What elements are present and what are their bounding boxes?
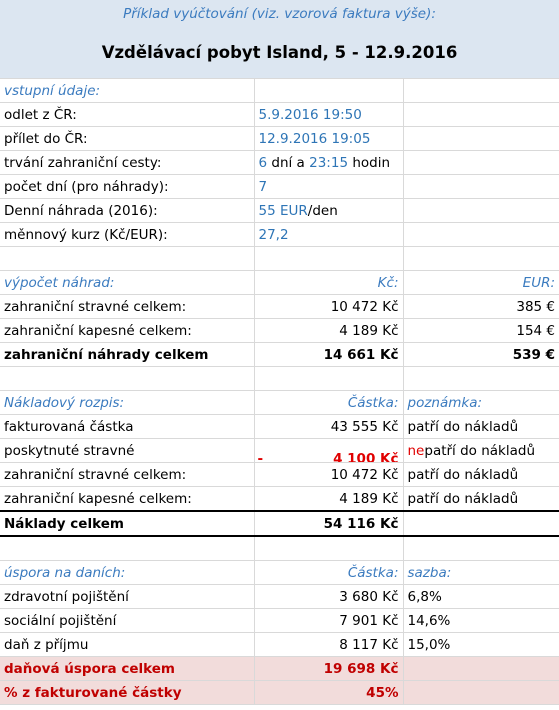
cell[interactable] — [403, 223, 559, 247]
table-row — [0, 319, 559, 343]
cell[interactable] — [403, 511, 559, 536]
row-label[interactable]: měnnový kurz (Kč/EUR): — [0, 223, 254, 247]
row-label[interactable]: zahraniční kapesné celkem: — [0, 319, 254, 343]
row-label[interactable]: zdravotní pojištění — [0, 585, 254, 609]
savings-row — [0, 657, 559, 681]
amount-value[interactable]: 43 555 Kč — [254, 415, 403, 439]
percent-value[interactable]: 45% — [254, 681, 403, 705]
amount-column-header: Částka: — [254, 391, 403, 415]
table-row — [0, 175, 559, 199]
row-label[interactable]: Denní náhrada (2016): — [0, 199, 254, 223]
row-value[interactable]: 5.9.2016 19:50 — [254, 103, 403, 127]
row-label[interactable]: poskytnuté stravné — [0, 439, 254, 463]
tax-amount-column-header: Částka: — [254, 561, 403, 585]
cell[interactable] — [0, 247, 254, 271]
table-row — [0, 415, 559, 439]
cell[interactable] — [0, 367, 254, 391]
table-row — [0, 609, 559, 633]
amount-value[interactable] — [254, 439, 403, 463]
note-value[interactable] — [403, 439, 559, 463]
row-label[interactable]: přílet do ČR: — [0, 127, 254, 151]
cell[interactable] — [403, 247, 559, 271]
page-title: Vzdělávací pobyt Island, 5 - 12.9.2016 — [0, 27, 559, 79]
note-column-header: poznámka: — [403, 391, 559, 415]
eur-value[interactable]: 539 € — [403, 343, 559, 367]
savings-amount[interactable]: 19 698 Kč — [254, 657, 403, 681]
costs-section-label: Nákladový rozpis: — [0, 391, 254, 415]
amount-value[interactable]: 4 189 Kč — [254, 487, 403, 512]
percent-label[interactable]: % z fakturované částky — [0, 681, 254, 705]
row-label[interactable]: trvání zahraniční cesty: — [0, 151, 254, 175]
table-row — [0, 223, 559, 247]
days-value: 6 — [258, 154, 268, 171]
deducted-amount: 4 100 Kč — [333, 450, 399, 463]
cell[interactable] — [254, 247, 403, 271]
amount-value[interactable]: 8 117 Kč — [254, 633, 403, 657]
table-row — [0, 633, 559, 657]
row-label[interactable]: fakturovaná částka — [0, 415, 254, 439]
row-label[interactable]: sociální pojištění — [0, 609, 254, 633]
total-row — [0, 511, 559, 536]
row-label[interactable]: zahraniční náhrady celkem — [0, 343, 254, 367]
czk-value[interactable]: 10 472 Kč — [254, 295, 403, 319]
table-row — [0, 151, 559, 175]
table-row — [0, 295, 559, 319]
daily-rate-unit: /den — [307, 202, 338, 219]
savings-label[interactable]: daňová úspora celkem — [0, 657, 254, 681]
table-row — [0, 487, 559, 512]
cell[interactable] — [403, 127, 559, 151]
table-row — [0, 127, 559, 151]
amount-value[interactable]: 10 472 Kč — [254, 463, 403, 487]
cell[interactable] — [403, 175, 559, 199]
rate-value[interactable]: 14,6% — [403, 609, 559, 633]
row-value[interactable]: 27,2 — [254, 223, 403, 247]
eur-value[interactable]: 385 € — [403, 295, 559, 319]
percent-row — [0, 681, 559, 705]
tax-section-label: úspora na daních: — [0, 561, 254, 585]
row-value[interactable]: 12.9.2016 19:05 — [254, 127, 403, 151]
czk-column-header: Kč: — [254, 271, 403, 295]
table-row — [0, 103, 559, 127]
amount-value[interactable]: 3 680 Kč — [254, 585, 403, 609]
amount-value[interactable]: 7 901 Kč — [254, 609, 403, 633]
cell[interactable] — [403, 681, 559, 705]
row-label[interactable]: daň z příjmu — [0, 633, 254, 657]
rate-value[interactable]: 6,8% — [403, 585, 559, 609]
czk-value[interactable]: 14 661 Kč — [254, 343, 403, 367]
allowances-section-label: výpočet náhrad: — [0, 271, 254, 295]
row-label[interactable]: odlet z ČR: — [0, 103, 254, 127]
cell[interactable] — [403, 199, 559, 223]
cell[interactable] — [0, 536, 254, 561]
minus-sign: - — [257, 450, 264, 463]
row-label[interactable]: zahraniční stravné celkem: — [0, 295, 254, 319]
note-value[interactable]: patří do nákladů — [403, 415, 559, 439]
table-row — [0, 585, 559, 609]
total-label[interactable]: Náklady celkem — [0, 511, 254, 536]
inputs-section-label: vstupní údaje: — [0, 79, 254, 103]
cell[interactable] — [403, 657, 559, 681]
cell[interactable] — [403, 79, 559, 103]
row-label[interactable]: počet dní (pro náhrady): — [0, 175, 254, 199]
cell[interactable] — [254, 536, 403, 561]
table-row — [0, 343, 559, 367]
row-value[interactable] — [254, 199, 403, 223]
eur-column-header: EUR: — [403, 271, 559, 295]
czk-value[interactable]: 4 189 Kč — [254, 319, 403, 343]
cell[interactable] — [403, 536, 559, 561]
note-value[interactable]: patří do nákladů — [403, 487, 559, 512]
table-row — [0, 463, 559, 487]
header-note: Příklad vyúčtování (viz. vzorová faktura výše): — [0, 0, 559, 27]
eur-value[interactable]: 154 € — [403, 319, 559, 343]
row-value[interactable]: 7 — [254, 175, 403, 199]
cell[interactable] — [403, 151, 559, 175]
days-unit: dní a — [267, 154, 310, 171]
note-negation: ne — [407, 442, 425, 459]
hours-value: 23:15 — [309, 154, 349, 171]
hours-unit: hodin — [348, 154, 391, 171]
row-label[interactable]: zahraniční kapesné celkem: — [0, 487, 254, 512]
cell[interactable] — [254, 367, 403, 391]
table-row — [0, 199, 559, 223]
daily-rate-value: 55 EUR — [258, 202, 308, 219]
cell[interactable] — [254, 79, 403, 103]
row-label[interactable]: zahraniční stravné celkem: — [0, 463, 254, 487]
total-amount[interactable]: 54 116 Kč — [254, 511, 403, 536]
rate-value[interactable]: 15,0% — [403, 633, 559, 657]
note-value[interactable]: patří do nákladů — [403, 463, 559, 487]
note-text: patří do nákladů — [424, 442, 536, 459]
cell[interactable] — [403, 103, 559, 127]
rate-column-header: sazba: — [403, 561, 559, 585]
table-row — [0, 439, 559, 463]
cell[interactable] — [403, 367, 559, 391]
row-value[interactable] — [254, 151, 403, 175]
